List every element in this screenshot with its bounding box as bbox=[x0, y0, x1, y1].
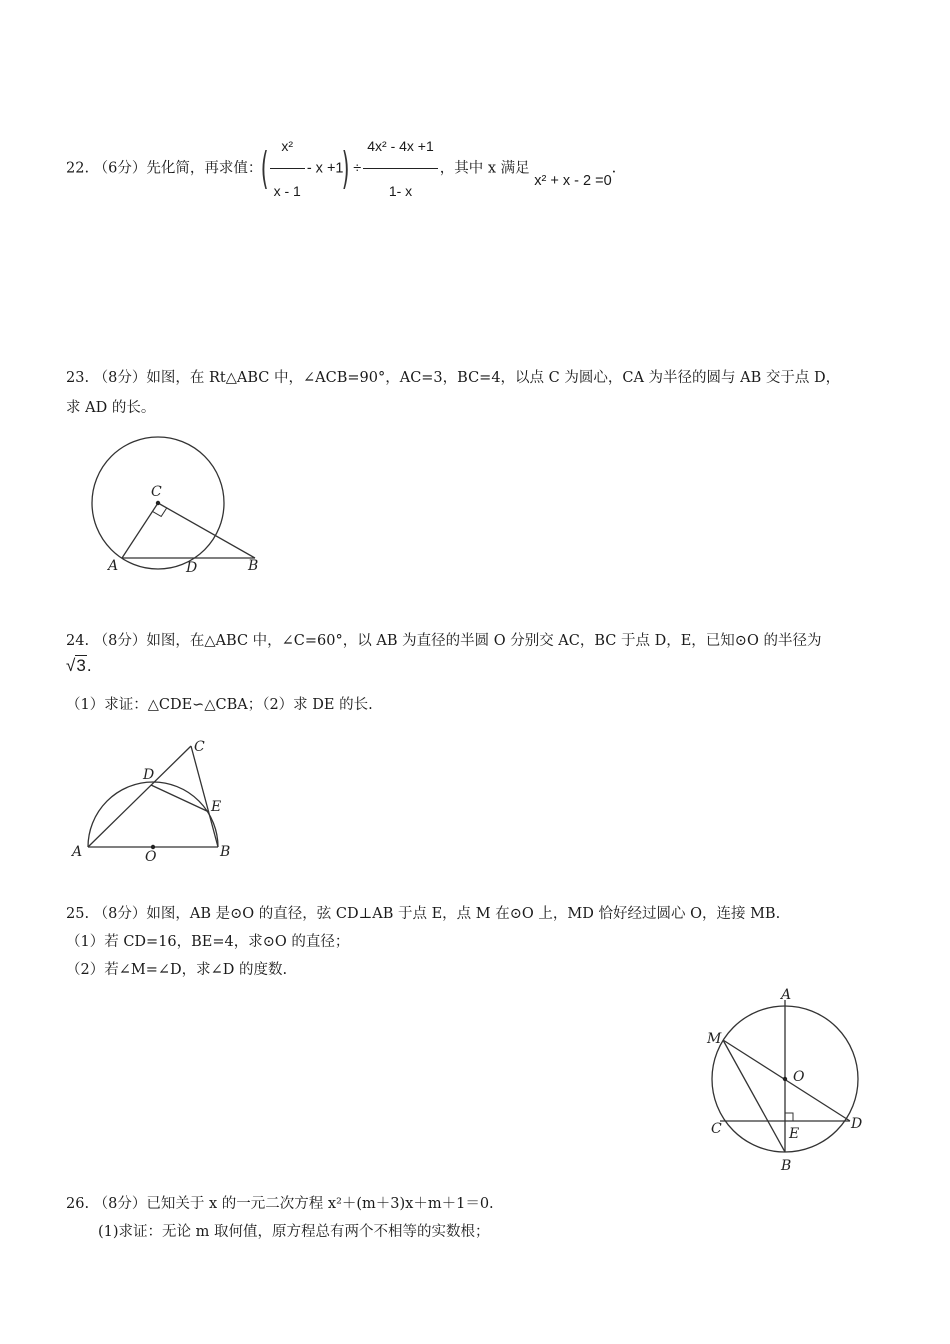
q23-figure-circle-triangle bbox=[80, 430, 280, 580]
q25-label-o: O bbox=[793, 1069, 805, 1085]
q25-label-a: A bbox=[781, 988, 792, 1003]
q23-label-d: D bbox=[186, 560, 198, 576]
q22-condition-text: ，其中 x 满足 bbox=[439, 160, 530, 177]
frac1-numerator: x² bbox=[270, 126, 305, 169]
q24-label-b: B bbox=[220, 844, 231, 860]
q25-line1: 25. （8分）如图，AB 是⊙O 的直径，弦 CD⊥AB 于点 E，点 M 在⊙O 上，MD 恰好经过圆心 O，连接 MB. bbox=[66, 906, 781, 922]
q26-line2: (1)求证：无论 m 取何值，原方程总有两个不相等的实数根； bbox=[98, 1224, 490, 1240]
q24-sqrt-radius bbox=[66, 656, 92, 676]
sqrt-end: . bbox=[86, 656, 92, 675]
minus-x-plus-1: - x +1 bbox=[306, 160, 344, 177]
q25-label-c: C bbox=[711, 1121, 722, 1137]
q26-line1: 26. （8分）已知关于 x 的一元二次方程 x²＋(m＋3)x＋m＋1＝0. bbox=[66, 1196, 494, 1212]
left-paren: ( bbox=[261, 142, 269, 194]
q25-label-b: B bbox=[781, 1158, 792, 1174]
q25-line3: （2）若∠M=∠D，求∠D 的度数. bbox=[66, 962, 288, 978]
frac1-denominator: x - 1 bbox=[273, 183, 301, 199]
q23-line2: 求 AD 的长。 bbox=[66, 400, 156, 416]
q25-line2: （1）若 CD=16，BE=4，求⊙O 的直径； bbox=[66, 934, 350, 950]
q25-label-e: E bbox=[789, 1126, 800, 1142]
q24-line1: 24. （8分）如图，在△ABC 中，∠C=60°，以 AB 为直径的半圆 O 分别交 AC，BC 于点 D，E，已知⊙O 的半径为 bbox=[66, 633, 822, 649]
q22-condition-equation: x² + x - 2 =0 bbox=[534, 172, 612, 189]
fraction-x2-over-x-1 bbox=[270, 126, 305, 211]
right-paren: ) bbox=[342, 142, 350, 194]
frac2-numerator: 4x² - 4x +1 bbox=[363, 126, 438, 169]
fraction-quadratic-over-1-x bbox=[363, 126, 438, 211]
q23-line1: 23. （8分）如图，在 Rt△ABC 中，∠ACB=90°，AC=3，BC=4，以点 C 为圆心，CA 为半径的圆与 AB 交于点 D， bbox=[66, 370, 841, 386]
q24-label-e: E bbox=[211, 799, 222, 815]
q24-figure-semicircle bbox=[66, 734, 246, 864]
q24-label-d: D bbox=[143, 767, 155, 783]
frac2-denominator: 1- x bbox=[388, 183, 413, 199]
sqrt-symbol: √ bbox=[66, 656, 76, 675]
q24-label-a: A bbox=[72, 844, 83, 860]
q23-label-a: A bbox=[108, 558, 119, 574]
q25-figure-circle-chord bbox=[700, 988, 880, 1178]
q24-label-o: O bbox=[145, 849, 157, 864]
q22-statement bbox=[66, 126, 616, 211]
q24-line2: （1）求证：△CDE∽△CBA；（2）求 DE 的长. bbox=[66, 697, 373, 713]
q25-label-m: M bbox=[707, 1031, 722, 1047]
q22-head: 22. （6分）先化简，再求值： bbox=[66, 160, 263, 177]
q23-label-b: B bbox=[248, 558, 259, 574]
sqrt-value: 3 bbox=[76, 656, 86, 675]
division-sign: ÷ bbox=[353, 160, 362, 177]
q24-label-c: C bbox=[194, 739, 205, 755]
q23-label-c: C bbox=[151, 484, 162, 500]
q25-label-d: D bbox=[851, 1116, 863, 1132]
q22-end: . bbox=[611, 160, 617, 177]
